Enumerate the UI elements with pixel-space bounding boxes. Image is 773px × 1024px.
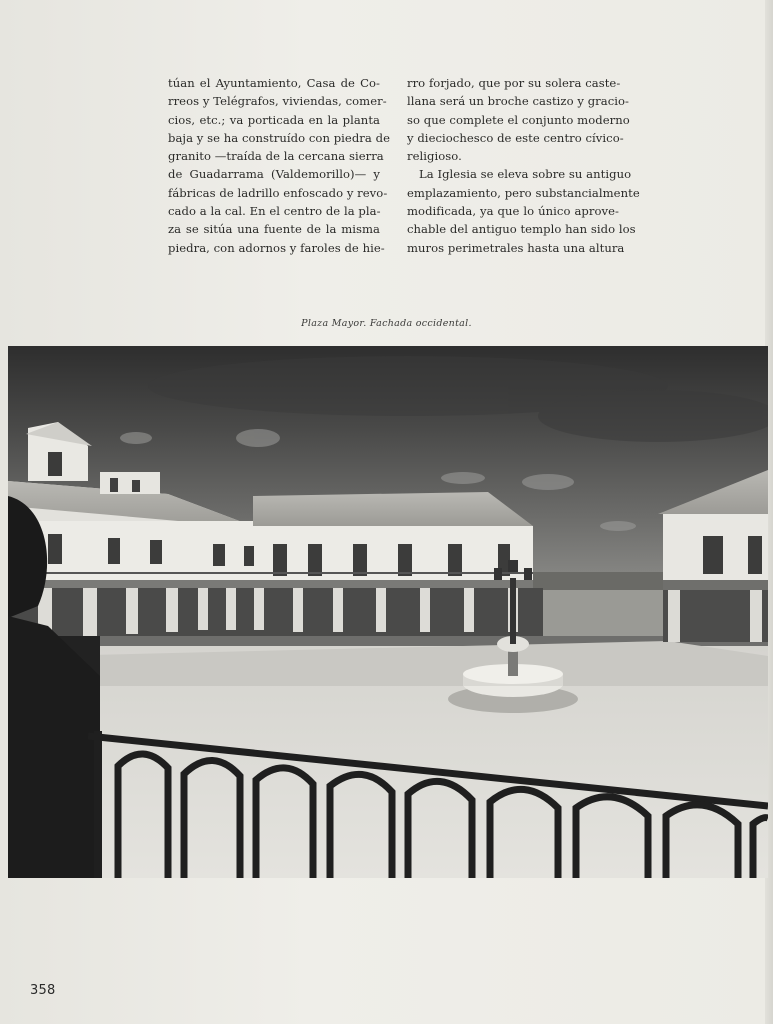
text-line: fábricas de ladrillo enfoscado y revo- (168, 185, 388, 200)
text-line: cado a la cal. En el centro de la pla- (168, 204, 381, 219)
text-line: túan el Ayuntamiento, Casa de Co- (168, 76, 380, 90)
photo-caption: Plaza Mayor. Fachada occidental. (301, 318, 472, 329)
page-number: 358 (30, 983, 56, 998)
text-line: rreos y Telégrafos, viviendas, comer- (168, 94, 387, 109)
text-line: muros perimetrales hasta una altura (407, 240, 625, 255)
text-line: granito —traída de la cercana sierra (168, 149, 384, 164)
text-line: emplazamiento, pero substancialmente (407, 185, 640, 200)
text-line: religioso. (407, 149, 462, 164)
text-line: rro forjado, que por su solera caste- (407, 76, 621, 90)
text-line: cios, etc.; va porticada en la planta (168, 112, 380, 127)
plaza-photograph (8, 346, 768, 878)
text-line: piedra, con adornos y faroles de hie- (168, 240, 385, 255)
text-line: llana será un broche castizo y gracio- (407, 94, 630, 109)
plaza-photo-illustration (8, 346, 768, 878)
text-line: La Iglesia se eleva sobre su antiguo (419, 167, 632, 182)
text-line: de Guadarrama (Valdemorillo)— y (168, 167, 380, 182)
text-line: modificada, ya que lo único aprove- (407, 204, 619, 219)
text-line: so que complete el conjunto moderno (407, 112, 630, 127)
text-line: za se sitúa una fuente de la misma (168, 222, 380, 237)
text-column-left (168, 74, 390, 257)
text-line: baja y se ha construído con piedra de (168, 130, 390, 145)
text-line: chable del antiguo templo han sido los (407, 222, 636, 237)
text-line: y dieciochesco de este centro cívico- (407, 130, 624, 145)
text-column-right (407, 74, 640, 257)
